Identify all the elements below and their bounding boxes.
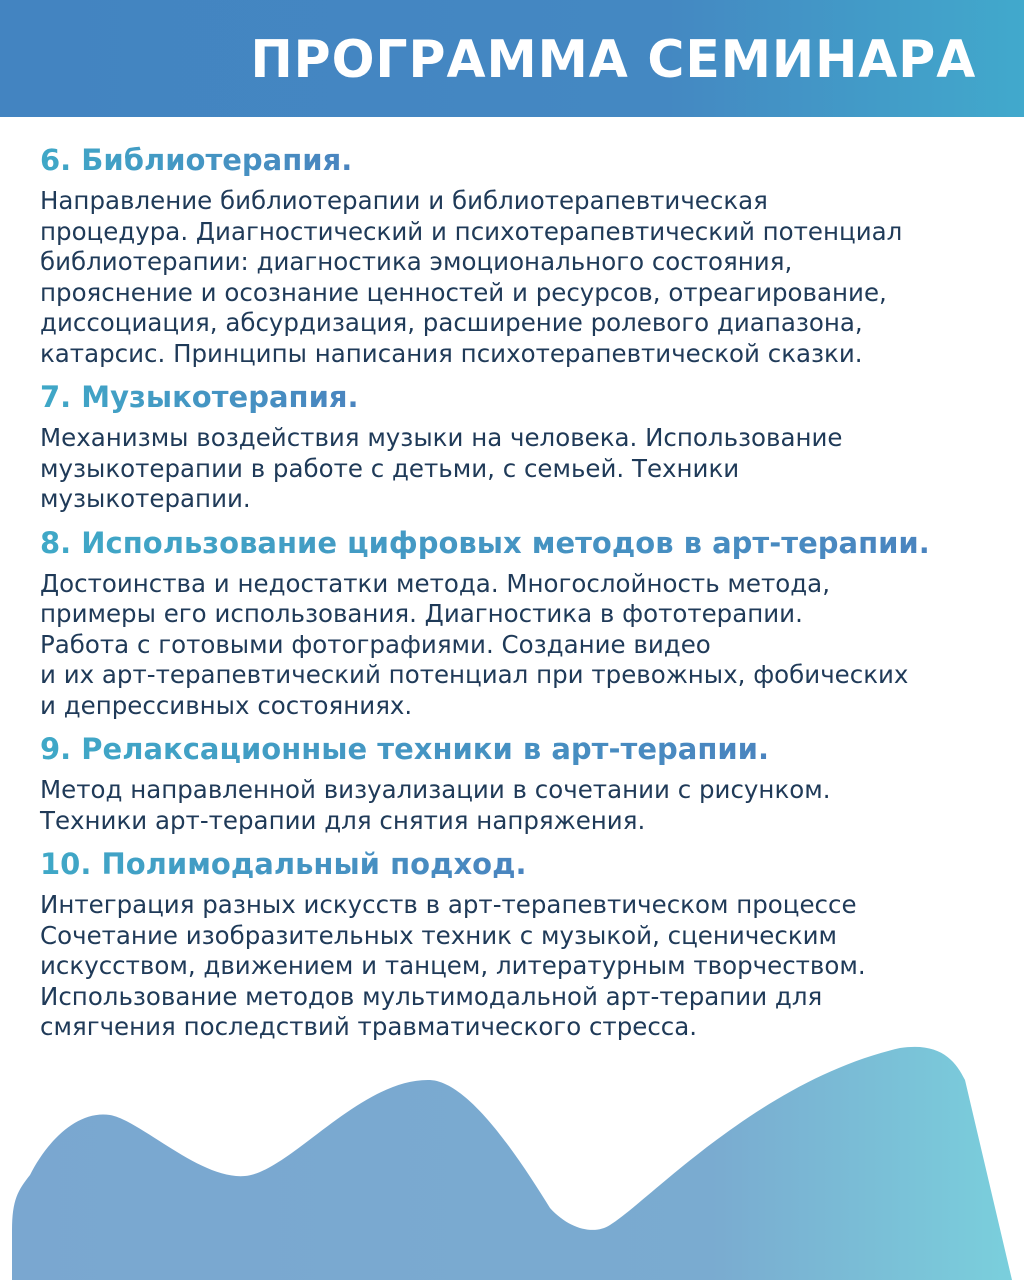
description-line: музыкотерапии в работе с детьми, с семьей. Техники	[40, 453, 740, 483]
description-line: Работа с готовыми фотографиями. Создание видео	[40, 629, 711, 659]
description-line: диссоциация, абсурдизация, расширение ролевого диапазона,	[40, 308, 863, 337]
section-title: 10. Полимодальный подход.	[40, 844, 527, 884]
section-music-therapy	[40, 377, 1000, 515]
section-digital-methods	[40, 523, 1000, 722]
section-description	[40, 186, 1000, 369]
section-description	[40, 569, 1000, 722]
description-line: примеры его использования. Диагностика в фототерапии.	[40, 599, 803, 628]
description-line: Сочетание изобразительных техник с музыкой, сценическим	[40, 920, 838, 950]
description-line: Достоинства и недостатки метода. Многослойность метода,	[40, 568, 830, 598]
section-title: 6. Библиотерапия.	[40, 140, 352, 180]
description-line: Интеграция разных искусств в арт-терапевтическом процессе	[40, 890, 857, 919]
program-content	[40, 140, 1000, 1051]
description-line: искусством, движением и танцем, литературным творчеством.	[40, 951, 866, 980]
description-line: Использование методов мультимодальной арт-терапии для	[40, 981, 823, 1011]
description-line: процедура. Диагностический и психотерапевтический потенциал	[40, 216, 903, 246]
description-line: прояснение и осознание ценностей и ресурсов, отреагирование,	[40, 277, 887, 307]
description-line: Техники арт-терапии для снятия напряжения.	[40, 805, 646, 835]
section-description	[40, 775, 1000, 836]
section-description	[40, 890, 1000, 1043]
decorative-wave-shape	[0, 1040, 1024, 1280]
description-line: музыкотерапии.	[40, 484, 251, 513]
section-title: 8. Использование цифровых методов в арт-терапии.	[40, 523, 930, 563]
section-description	[40, 423, 1000, 515]
section-title: 7. Музыкотерапия.	[40, 377, 359, 417]
description-line: Механизмы воздействия музыки на человека. Использование	[40, 423, 843, 452]
description-line: и их арт-терапевтический потенциал при тревожных, фобических	[40, 660, 909, 689]
section-relaxation-techniques	[40, 729, 1000, 836]
description-line: катарсис. Принципы написания психотерапевтической сказки.	[40, 338, 863, 368]
header-banner	[0, 0, 1024, 117]
section-polymodal-approach	[40, 844, 1000, 1043]
description-line: Метод направленной визуализации в сочетании с рисунком.	[40, 775, 831, 804]
description-line: Направление библиотерапии и библиотерапевтическая	[40, 186, 768, 215]
section-bibliotherapy	[40, 140, 1000, 369]
description-line: смягчения последствий травматического стресса.	[40, 1012, 698, 1041]
description-line: библиотерапии: диагностика эмоционального состояния,	[40, 247, 793, 276]
page-title: ПРОГРАММА СЕМИНАРА	[250, 30, 976, 90]
section-title: 9. Релаксационные техники в арт-терапии.	[40, 729, 769, 769]
description-line: и депрессивных состояниях.	[40, 690, 413, 720]
